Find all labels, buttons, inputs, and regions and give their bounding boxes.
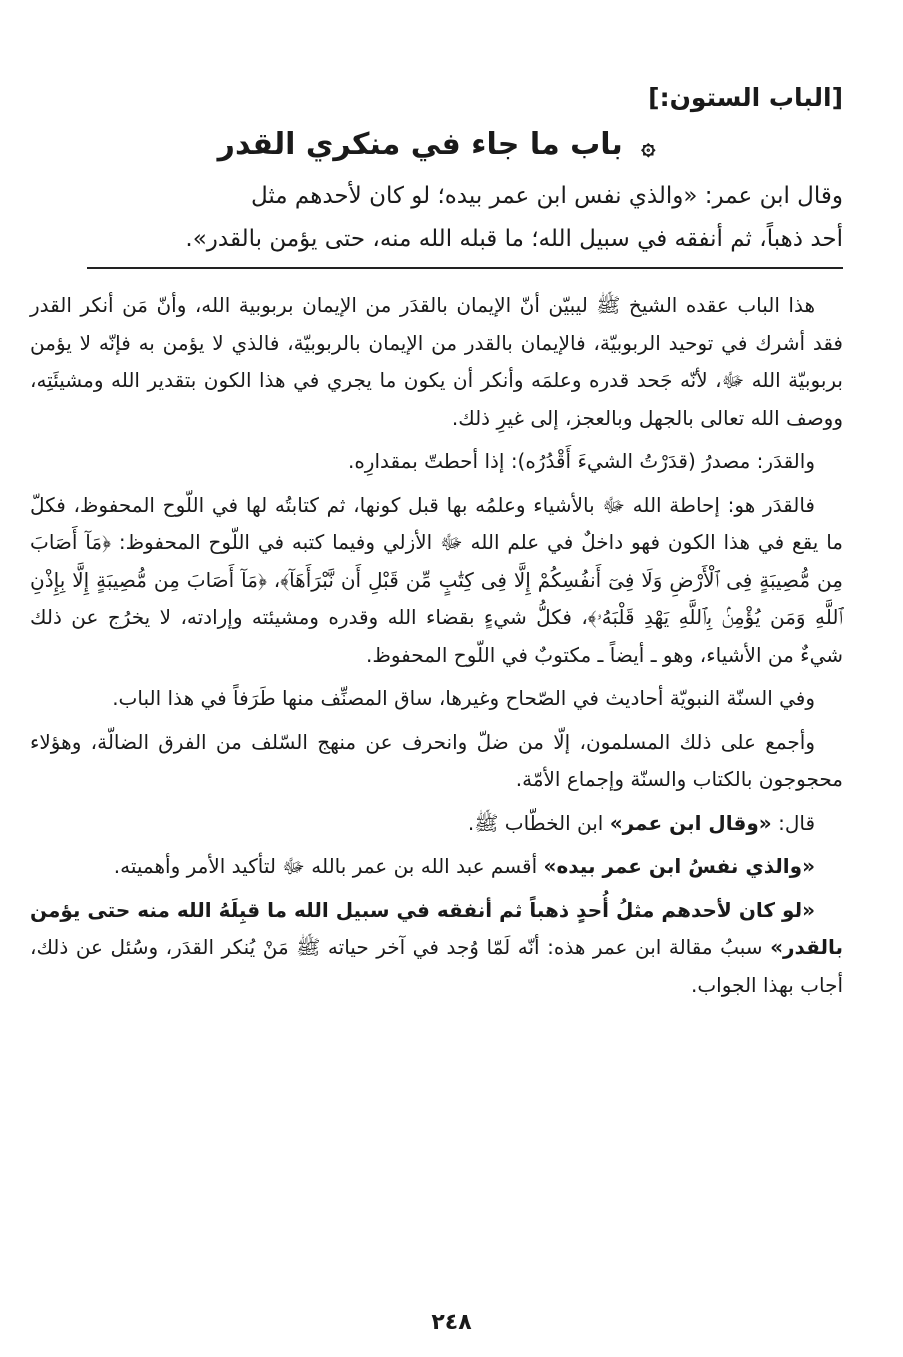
paragraph-6 bbox=[30, 805, 843, 843]
paragraph-2: والقدَر: مصدرُ (قدَرْتُ الشيءَ أَقْدُرُه): إذا أحطتّ بمقدارِه. bbox=[347, 449, 815, 473]
paragraph-7 bbox=[30, 848, 843, 886]
intro-line-2: أحد ذهباً، ثم أنفقه في سبيل الله؛ ما قبله الله منه، حتى يؤمن بالقدر». bbox=[185, 226, 843, 252]
paragraph-7-quote: «والذي نفسُ ابن عمر بيده» bbox=[543, 854, 815, 878]
chapter-title bbox=[30, 122, 843, 169]
intro-line-1: وقال ابن عمر: «والذي نفس ابن عمر بيده؛ لو كان لأحدهم مثل bbox=[250, 183, 843, 209]
paragraph-5: وأجمع على ذلك المسلمون، إلّا من ضلّ وانحرف عن منهج السّلف من الفرق الضالّة، وهؤلاء محجوجون بالكتاب والسنّة وإجماع الأمّة. bbox=[30, 729, 843, 791]
document-page bbox=[30, 78, 843, 1337]
commentary-body bbox=[30, 287, 843, 1004]
paragraph-8-rest: سببُ مقالة ابن عمر هذه: أنّه لَمّا وُجد في آخر حياته ﷺ مَنْ يُنكر القدَر، وسُئل عن ذلك، أجاب بهذا الجواب. bbox=[30, 935, 843, 997]
paragraph-3: فالقدَر هو: إحاطة الله ﷻ بالأشياء وعلمُه بها قبل كونها، ثم كتابتُه لها في اللّوح المحفوظ، فكلّ ما يقع في هذا الكون فهو داخلٌ في علم الله ﷻ الأزلي وفيما كتبه في اللّوح المحفوظ: ﴿مَآ أَصَابَ مِن مُّصِيبَةٍ فِى ٱلْأَرْضِ وَلَا فِىٓ أَنفُسِكُمْ إِلَّا فِى كِتَٰبٍ مِّن قَبْلِ أَن نَّبْرَأَهَآ﴾، ﴿مَآ أَصَابَ مِن مُّصِيبَةٍ إِلَّا بِإِذْنِ ٱللَّهِ وَمَن يُؤْمِنۢ بِٱللَّهِ يَهْدِ قَلْبَهُۥ﴾، فكلُّ شيءٍ بقضاء الله وقدره ومشيئته وإرادته، لا يخرُج عن ذلك شيءٌ من الأشياء، وهو ـ أيضاً ـ مكتوبٌ في اللّوح المحفوظ. bbox=[30, 492, 843, 667]
paragraph-6-quote: «وقال ابن عمر» bbox=[609, 810, 772, 835]
chapter-title-text: باب ما جاء في منكري القدر bbox=[217, 127, 623, 162]
ornament-icon: ۞ bbox=[641, 132, 656, 160]
paragraph-6-prefix: قال: bbox=[771, 810, 815, 835]
paragraph-4: وفي السنّة النبويّة أحاديث في الصّحاح وغيرها، ساق المصنِّف منها طَرَفاً في هذا الباب. bbox=[112, 686, 815, 710]
paragraph-1: هذا الباب عقده الشيخ ﷺ ليبيّن أنّ الإيمان بالقدَر من الإيمان بربوبية الله، وأنّ مَن أنكر القدر فقد أشرك في توحيد الربوبيّة، فالإيمان بالقدر من الإيمان بالربوبيّة، فالذي لا يؤمن به فإنّه لا يؤمن بربوبيّة الله ﷻ، لأنّه جَحد قدره وعلمَه وأنكر أن يكون ما يجري في هذا الكون بتقدير الله ومشيئَتِه، ووصف الله تعالى بالجهل وبالعجز، إلى غيرِ ذلك. bbox=[30, 293, 843, 430]
intro-quote bbox=[30, 175, 843, 261]
separator-rule bbox=[87, 267, 843, 269]
paragraph-8-quote: «لو كان لأحدهم مثلُ أُحدٍ ذهباً ثم أنفقه في سبيل الله ما قبِلَهُ الله منه حتى يؤمن بالقدر» bbox=[30, 897, 843, 959]
chapter-label: [الباب الستون:] bbox=[648, 83, 843, 112]
paragraph-8 bbox=[30, 892, 843, 1005]
paragraph-7-rest: أقسم عبد الله بن عمر بالله ﷻ لتأكيد الأمر وأهميته. bbox=[113, 854, 544, 878]
paragraph-6-rest: ابن الخطّاب ﷺ. bbox=[467, 810, 610, 835]
page-number: ٢٤٨ bbox=[431, 1310, 472, 1335]
